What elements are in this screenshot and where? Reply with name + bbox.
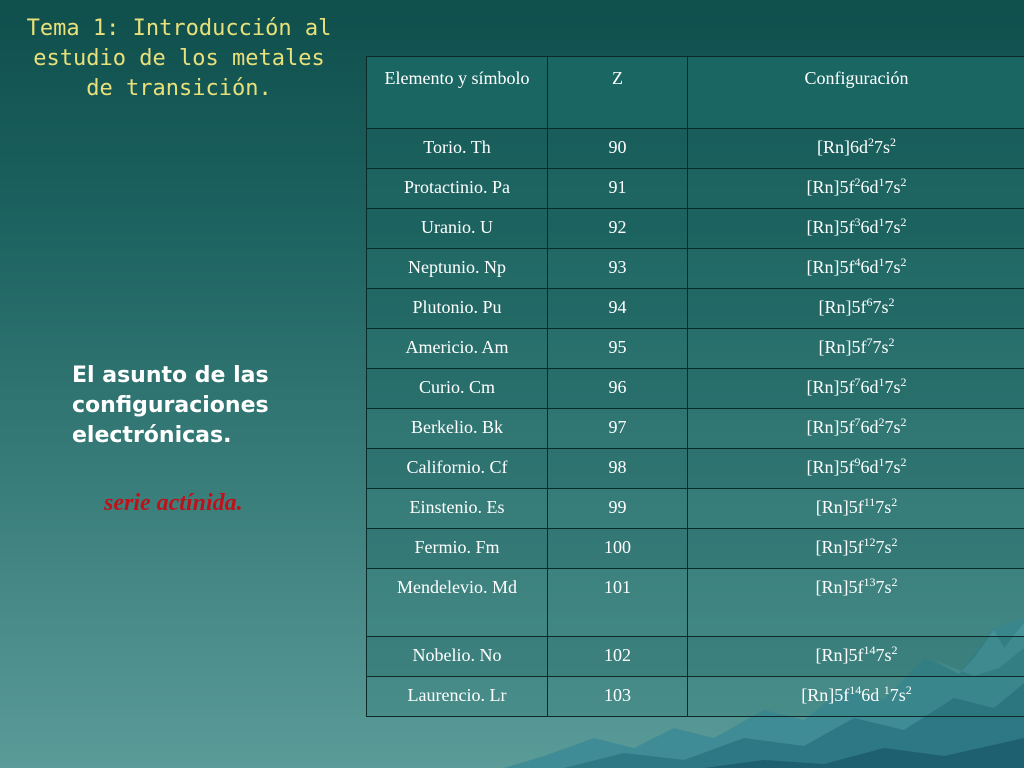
element-cell: Berkelio. Bk — [367, 409, 548, 449]
element-cell: Californio. Cf — [367, 449, 548, 489]
configuration-text: [Rn]5f — [806, 377, 855, 397]
configuration-cell — [688, 329, 1024, 369]
series-label: serie actínida. — [104, 490, 243, 516]
configuration-text: [Rn]5f — [818, 337, 867, 357]
configuration-cell — [688, 637, 1024, 677]
configuration-text: [Rn]5f — [815, 577, 864, 597]
configuration-superscript: 2 — [888, 335, 895, 349]
configuration-text: 7s — [875, 497, 892, 517]
header-element: Elemento y símbolo — [367, 57, 548, 129]
table-row — [367, 637, 1024, 677]
configuration-text: 6d — [860, 377, 879, 397]
configuration-text: 7s — [884, 417, 901, 437]
configuration-superscript: 1 — [878, 215, 885, 229]
configuration-text: [Rn]5f — [801, 685, 850, 705]
configuration-text: 7s — [884, 377, 901, 397]
atomic-number-cell: 97 — [548, 409, 688, 449]
configuration-text: 7s — [872, 337, 889, 357]
configuration-superscript: 4 — [854, 255, 861, 269]
configuration-superscript: 6 — [866, 295, 873, 309]
configuration-superscript: 1 — [878, 255, 885, 269]
table-row — [367, 677, 1024, 717]
configuration-superscript: 2 — [878, 415, 885, 429]
table-row — [367, 409, 1024, 449]
element-cell: Einstenio. Es — [367, 489, 548, 529]
configuration-superscript: 1 — [878, 455, 885, 469]
configuration-text: 7s — [875, 537, 892, 557]
element-cell: Protactinio. Pa — [367, 169, 548, 209]
configuration-superscript: 2 — [891, 535, 898, 549]
table-row — [367, 289, 1024, 329]
atomic-number-cell: 95 — [548, 329, 688, 369]
element-cell: Americio. Am — [367, 329, 548, 369]
configuration-text: [Rn]5f — [815, 537, 864, 557]
configuration-superscript: 1 — [878, 375, 885, 389]
table-row — [367, 249, 1024, 289]
atomic-number-cell: 92 — [548, 209, 688, 249]
table-row — [367, 489, 1024, 529]
configuration-text: 7s — [872, 297, 889, 317]
configuration-superscript: 12 — [863, 535, 876, 549]
configuration-text: 7s — [884, 177, 901, 197]
configuration-text: 6d — [860, 257, 879, 277]
configuration-text: 6d — [860, 457, 879, 477]
header-configuration: Configuración — [688, 57, 1024, 129]
configuration-superscript: 14 — [849, 683, 862, 697]
configuration-superscript: 2 — [900, 215, 907, 229]
configuration-text: 7s — [884, 217, 901, 237]
configuration-superscript: 2 — [900, 175, 907, 189]
configuration-text: [Rn]5f — [806, 257, 855, 277]
configuration-superscript: 2 — [867, 135, 874, 149]
atomic-number-cell: 103 — [548, 677, 688, 717]
atomic-number-cell: 93 — [548, 249, 688, 289]
atomic-number-cell: 99 — [548, 489, 688, 529]
configuration-cell — [688, 569, 1024, 637]
configuration-superscript: 1 — [883, 683, 890, 697]
element-cell: Laurencio. Lr — [367, 677, 548, 717]
configuration-text: 6d — [860, 217, 879, 237]
table-row — [367, 529, 1024, 569]
configuration-superscript: 7 — [854, 415, 861, 429]
configuration-text: [Rn]5f — [818, 297, 867, 317]
element-cell: Fermio. Fm — [367, 529, 548, 569]
atomic-number-cell: 96 — [548, 369, 688, 409]
configuration-text: 6d — [860, 177, 879, 197]
configuration-cell — [688, 529, 1024, 569]
slide-subtitle: El asunto de las configuraciones electrónicas. — [72, 363, 269, 448]
atomic-number-cell: 90 — [548, 129, 688, 169]
configuration-cell — [688, 209, 1024, 249]
configuration-superscript: 11 — [863, 495, 876, 509]
header-z: Z — [548, 57, 688, 129]
configuration-superscript: 2 — [900, 375, 907, 389]
configuration-text: [Rn]5f — [806, 457, 855, 477]
configuration-text: [Rn]5f — [815, 645, 864, 665]
configuration-cell — [688, 677, 1024, 717]
table-row — [367, 209, 1024, 249]
configuration-superscript: 2 — [891, 575, 898, 589]
configuration-cell — [688, 409, 1024, 449]
configuration-superscript: 9 — [854, 455, 861, 469]
configuration-cell — [688, 129, 1024, 169]
element-cell: Plutonio. Pu — [367, 289, 548, 329]
configuration-superscript: 7 — [866, 335, 873, 349]
configuration-cell — [688, 449, 1024, 489]
configuration-superscript: 2 — [891, 495, 898, 509]
atomic-number-cell: 94 — [548, 289, 688, 329]
element-cell: Curio. Cm — [367, 369, 548, 409]
configuration-text: 7s — [884, 457, 901, 477]
configuration-superscript: 3 — [854, 215, 861, 229]
configuration-superscript: 2 — [890, 135, 896, 149]
configuration-cell — [688, 489, 1024, 529]
configuration-text: 6d — [861, 685, 884, 705]
configuration-cell — [688, 369, 1024, 409]
configuration-text: 7s — [873, 137, 890, 157]
configuration-superscript: 2 — [891, 643, 898, 657]
configuration-text: 6d — [860, 417, 879, 437]
configuration-cell — [688, 249, 1024, 289]
atomic-number-cell: 98 — [548, 449, 688, 489]
configuration-text: 7s — [884, 257, 901, 277]
configuration-superscript: 1 — [878, 175, 885, 189]
configuration-cell — [688, 169, 1024, 209]
configuration-superscript: 2 — [905, 683, 912, 697]
configuration-cell — [688, 289, 1024, 329]
atomic-number-cell: 101 — [548, 569, 688, 637]
table-header-row — [367, 57, 1024, 129]
element-cell: Neptunio. Np — [367, 249, 548, 289]
table-row — [367, 169, 1024, 209]
table-row — [367, 369, 1024, 409]
configuration-superscript: 7 — [854, 375, 861, 389]
table-row — [367, 129, 1024, 169]
configuration-superscript: 13 — [863, 575, 876, 589]
configuration-superscript: 2 — [900, 255, 907, 269]
atomic-number-cell: 91 — [548, 169, 688, 209]
configuration-text: [Rn]5f — [806, 417, 855, 437]
table-row — [367, 569, 1024, 637]
configuration-text: 7s — [889, 685, 906, 705]
element-cell: Uranio. U — [367, 209, 548, 249]
configuration-text: 7s — [875, 577, 892, 597]
configuration-text: 7s — [875, 645, 892, 665]
configuration-superscript: 2 — [854, 175, 861, 189]
element-cell: Mendelevio. Md — [367, 569, 548, 637]
atomic-number-cell: 102 — [548, 637, 688, 677]
configuration-superscript: 2 — [888, 295, 895, 309]
configuration-superscript: 2 — [900, 415, 907, 429]
table-row — [367, 449, 1024, 489]
atomic-number-cell: 100 — [548, 529, 688, 569]
configuration-superscript: 2 — [900, 455, 907, 469]
slide-title: Tema 1: Introducción al estudio de los metales de transición. — [26, 16, 332, 101]
element-cell: Nobelio. No — [367, 637, 548, 677]
configuration-text: [Rn]6d — [816, 137, 868, 157]
element-cell: Torio. Th — [367, 129, 548, 169]
configuration-text: [Rn]5f — [806, 217, 855, 237]
configuration-text: [Rn]5f — [815, 497, 864, 517]
configuration-superscript: 14 — [863, 643, 876, 657]
actinide-configuration-table — [366, 56, 1024, 717]
table-row — [367, 329, 1024, 369]
configuration-text: [Rn]5f — [806, 177, 855, 197]
